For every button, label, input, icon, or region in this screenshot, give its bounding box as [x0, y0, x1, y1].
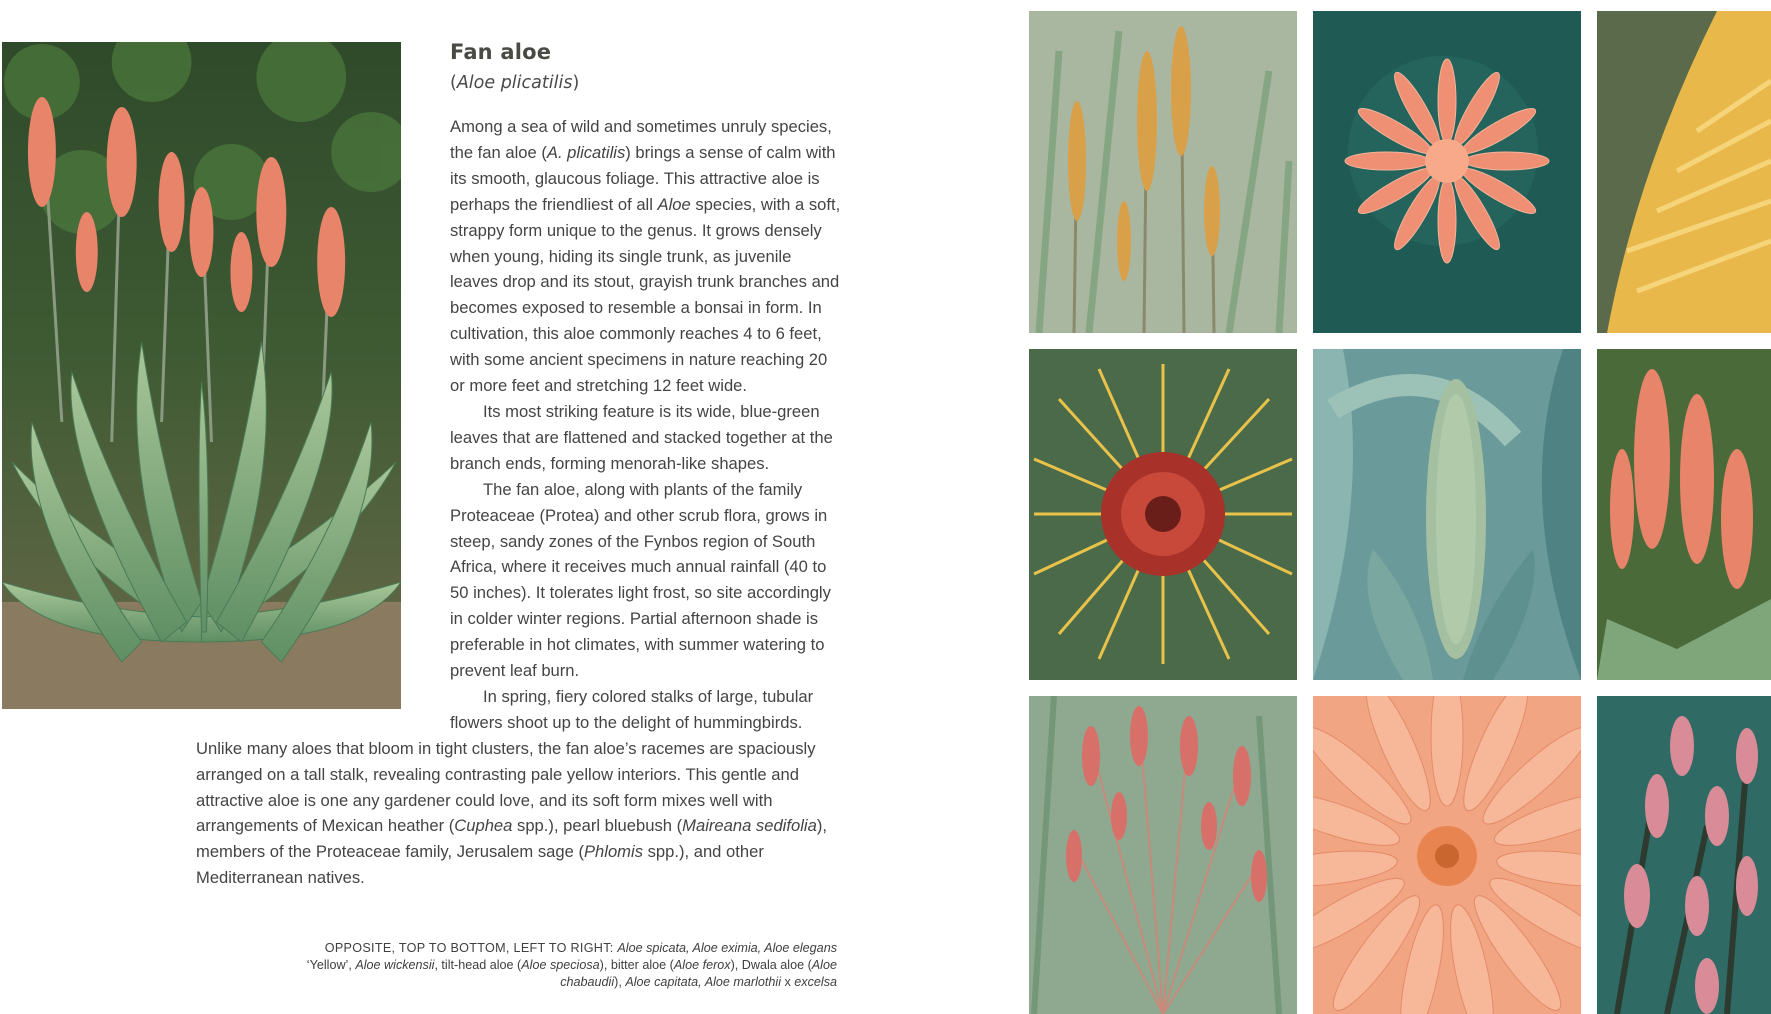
aloe-wickensii-photo — [1029, 349, 1297, 680]
aloe-elegans-yellow-photo — [1597, 11, 1771, 333]
article-title: Fan aloe — [450, 40, 552, 64]
paragraph-3: The fan aloe, along with plants of the family Proteaceae (Protea) and other scrub flora, grows in steep, sandy zones of the Fynbos region of South Africa, where it receives much annual rainfall (40 to 50 inches). It tolerates light frost, so site accordingly in colder winter regions. Partial afternoon shade is preferable in hot climates, with summer watering to prevent leaf burn. — [450, 479, 831, 681]
aloe-spicata-photo — [1029, 11, 1297, 333]
paragraph-4: In spring, fiery colored stalks of large, tubular flowers shoot up to the delight of hummingbirds. Unlike many aloes that bloom in tight clusters, the fan aloe’s racemes are spaciously arranged on a tall stalk, revealing contrasting pale yellow interiors. This gentle and attractive aloe is one any gardener could love, and its soft form mixes well with arrangements of Mexican heather (Cuphea spp.), pearl bluebush (Maireana sedifolia), members of the Proteaceae family, Jerusalem sage (Phlomis spp.), and other Mediterranean natives. — [196, 686, 827, 888]
bitter-aloe-photo — [1597, 349, 1771, 680]
aloe-capitata-photo — [1313, 696, 1581, 1014]
paragraph-2: Its most striking feature is its wide, blue-green leaves that are flattened and stacked together at the branch ends, forming menorah-like shapes. — [450, 401, 833, 473]
photo-caption: OPPOSITE, TOP TO BOTTOM, LEFT TO RIGHT: Aloe spicata, Aloe eximia, Aloe elegans ‘Yellow’, Aloe wickensii, tilt-head aloe (Aloe speciosa), bitter aloe (Aloe ferox), Dwala aloe (Aloe chabaudii), Aloe capitata, Aloe marlothii x excelsa — [306, 941, 837, 989]
paragraph-1: Among a sea of wild and sometimes unruly species, the fan aloe (A. plicatilis) brings a sense of calm with its smooth, glaucous foliage. This attractive aloe is perhaps the friendliest of all Aloe species, with a soft, strappy form unique to the genus. It grows densely when young, hiding its single trunk, as juvenile leaves drop and its stout, grayish trunk branches and becomes exposed to resemble a bonsai in form. In cultivation, this aloe commonly reaches 4 to 6 feet, with some ancient specimens in nature reaching 20 or more feet and stretching 12 feet wide. — [450, 117, 841, 396]
dwala-aloe-photo — [1029, 696, 1297, 1014]
aloe-marlothii-excelsa-photo — [1597, 696, 1771, 1014]
photo-wrap-spacer — [196, 114, 450, 714]
aloe-eximia-photo — [1313, 11, 1581, 333]
tilt-head-aloe-photo — [1313, 349, 1581, 680]
article-body — [196, 114, 841, 891]
article-subtitle: (Aloe plicatilis) — [450, 73, 580, 93]
